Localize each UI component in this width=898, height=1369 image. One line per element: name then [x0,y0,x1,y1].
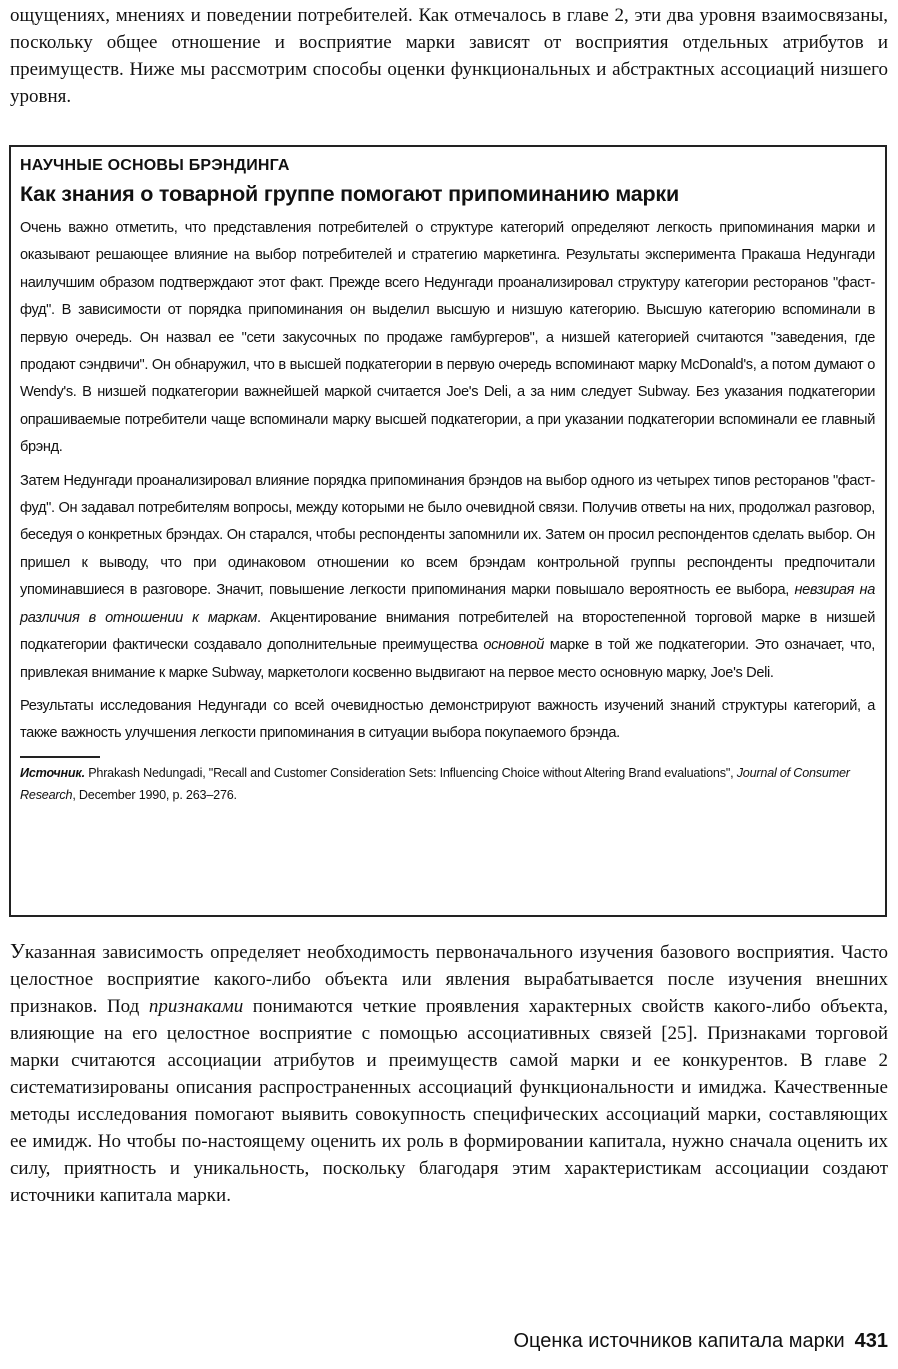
sidebar-paragraph-3: Результаты исследования Недунгади со всей очевидностью демонстрируют важность изучений знаний структуры категорий, а также важность улучшения легкости припоминания в ситуации выбора покупаемого брэнда. [20,697,875,742]
sidebar-p2-part-2: . Акцентирование внимания потребителей на второстепенной торговой марке в низшей подкатегории фактически создавало дополнительные преимущества [20,609,875,654]
outro-italic-term: признаками [148,996,244,1017]
source-journal: Journal of Consumer Research [20,765,850,802]
outro-part-2: понимаются четкие проявления характерных свойств какого-либо объекта, влияющие на его целостное восприятие с помощью ассоциативных связей [25]. Признаками торговой марки считаются ассоциации атрибутов и преимуществ самой марки и ее конкурентов. В главе 2 систематизированы описания распространенных ассоциаций функциональности и имиджа. Качественные методы исследования помогают выявить совокупность специфических ассоциаций марки, составляющих ее имидж. Но чтобы по-настоящему оценить их роль в формировании капитала, нужно сначала оценить их силу, приятность и уникальность, поскольку благодаря этим характеристикам ассоциации создают источники капитала марки. [10,996,888,1206]
sidebar-paragraph-2 [20,468,875,687]
sidebar-source [20,762,875,806]
page-number: 431 [854,1330,888,1352]
intro-paragraph: ощущениях, мнениях и поведении потребителей. Как отмечалось в главе 2, эти два уровня взаимосвязаны, поскольку общее отношение и восприятие марки зависят от восприятия отдельных атрибутов и преимуществ. Ниже мы рассмотрим способы оценки функциональных и абстрактных ассоциаций низшего уровня. [10,5,888,107]
source-divider [20,756,100,758]
source-text: Phrakash Nedungadi, "Recall and Customer Consideration Sets: Influencing Choice without Altering Brand evaluations", [84,765,737,780]
sidebar-p2-italic-2: основной [483,637,544,654]
sidebar-kicker: НАУЧНЫЕ ОСНОВЫ БРЭНДИНГА [20,157,290,174]
source-tail: , December 1990, p. 263–276. [72,787,237,802]
sidebar-title: Как знания о товарной группе помогают припоминанию марки [20,182,680,206]
sidebar-p2-part-3: марке в той же подкатегории. Это означает, что, привлекая внимание к марке Subway, маркетологи косвенно выдвигают на первое место основную марку, Joe's Deli. [20,637,875,681]
sidebar-paragraph-1: Очень важно отметить, что представления потребителей о структуре категорий определяют легкость припоминания марки и оказывают решающее влияние на выбор потребителей и стратегию маркетинга. Результаты эксперимента Пракаша Недунгади наилучшим образом подтверждают этот факт. Прежде всего Недунгади проанализировал структуру категории ресторанов "фаст-фуд". В зависимости от порядка припоминания он выделил высшую и низшую категорию. Высшую категорию вспоминали в первую очередь. Он назвал ее "сети закусочных по продаже гамбургеров", а низшей категорией считаются "заведения, где продают сэндвичи". Он обнаружил, что в высшей подкатегории в первую очередь вспоминают марку McDonald's, а потом думают о Wendy's. В низшей подкатегории важнейшей маркой считается Joe's Deli, а за ним следует Subway. Без указания подкатегории опрашиваемые потребители чаще вспоминали марку высшей подкатегории, а при указании подкатегории вспоминали ее главный брэнд. [20,220,875,456]
source-label: Источник. [20,765,85,780]
outro-paragraph [10,938,888,1209]
sidebar-box [9,145,887,917]
outro-part-1: Указанная зависимость определяет необходимость первоначального изучения базового восприятия. Часто целостное восприятие какого-либо объекта или явления вырабатывается после изучения внешних признаков. Под [10,939,888,1017]
running-title: Оценка источников капитала марки [513,1330,845,1352]
sidebar-p2-italic-1: невзирая на различия в отношении к маркам [20,582,875,626]
page-footer [513,1330,888,1353]
sidebar-p2-part-1: Затем Недунгади проанализировал влияние порядка припоминания брэндов на выбор одного из четырех типов ресторанов "фаст-фуд". Он задавал потребителям вопросы, между которыми не было очевидной связи. Получив ответы на них, продолжал разговор, беседуя о конкретных брэндах. Он старался, чтобы респонденты запомнили их. Затем он просил респондентов сделать выбор. Он пришел к выводу, что при одинаковом отношении ко всем брэндам контрольной группы респонденты предпочитали упоминавшиеся в разговоре. Значит, повышение легкости припоминания марки повышало вероятность ее выбора, [20,472,875,599]
